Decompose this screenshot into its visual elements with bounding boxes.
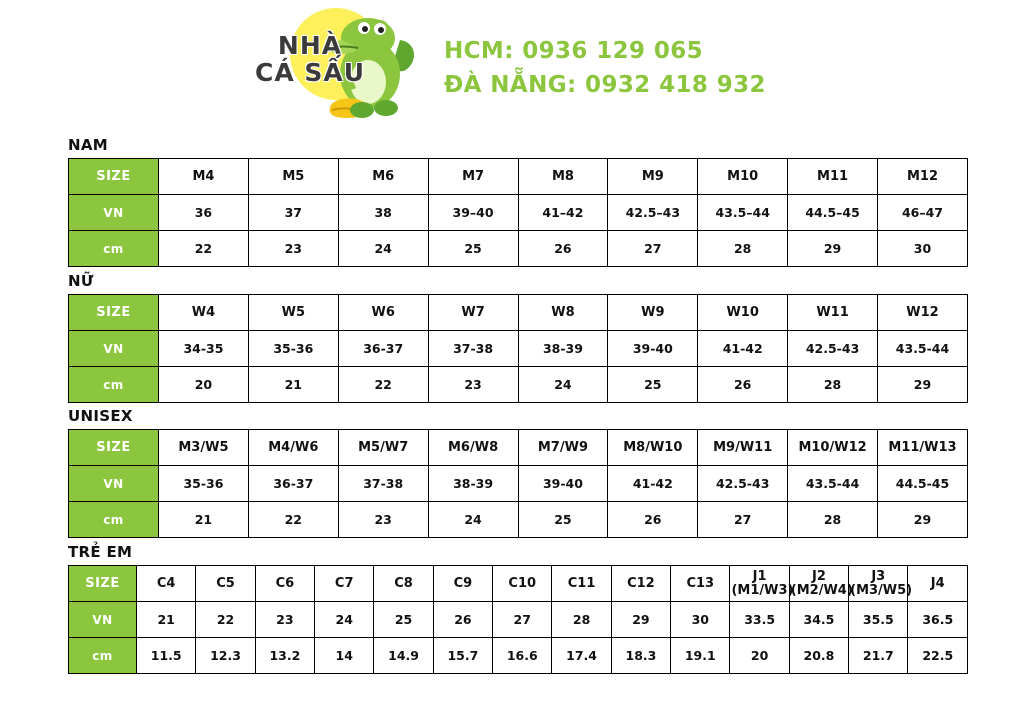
cell: 28 [552, 602, 611, 638]
cell: 36.5 [908, 602, 968, 638]
cell: 42.5-43 [698, 466, 788, 502]
cell: 16.6 [493, 638, 552, 674]
cell: M5 [248, 159, 338, 195]
cell: 20 [730, 638, 789, 674]
cell: 41-42 [608, 466, 698, 502]
cell: J4 [908, 566, 968, 602]
cell: M4 [159, 159, 249, 195]
cell: W12 [878, 295, 968, 331]
brand-logo [250, 6, 420, 122]
cell: 38-39 [518, 331, 608, 367]
cell: M12 [878, 159, 968, 195]
size-table-nu [68, 294, 968, 403]
cell: 37-38 [338, 466, 428, 502]
cell: 12.3 [196, 638, 255, 674]
cell: C10 [493, 566, 552, 602]
cell: C6 [255, 566, 314, 602]
contact-danang: ĐÀ NẴNG: 0932 418 932 [444, 72, 766, 98]
cell: M10 [698, 159, 788, 195]
cell: 42.5–43 [608, 195, 698, 231]
cell: M11/W13 [878, 430, 968, 466]
cell: 38 [338, 195, 428, 231]
cell: C13 [671, 566, 730, 602]
cell: 29 [788, 231, 878, 267]
cell: 21 [248, 367, 338, 403]
cell: W5 [248, 295, 338, 331]
cell: 24 [428, 502, 518, 538]
cell: C4 [137, 566, 196, 602]
table-row [69, 602, 968, 638]
cell: 22 [248, 502, 338, 538]
cell: W7 [428, 295, 518, 331]
cell: M7/W9 [518, 430, 608, 466]
cell: 29 [878, 502, 968, 538]
cell: M3/W5 [159, 430, 249, 466]
logo-wordmark [250, 32, 370, 86]
row-label-cm: cm [69, 231, 159, 267]
row-label-cm: cm [69, 502, 159, 538]
row-label-size: SIZE [69, 295, 159, 331]
size-table-kids [68, 565, 968, 674]
row-label-cm: cm [69, 638, 137, 674]
contact-info [444, 34, 766, 102]
cell: 25 [428, 231, 518, 267]
cell: 39-40 [608, 331, 698, 367]
cell: W8 [518, 295, 608, 331]
table-row [69, 159, 968, 195]
cell: 29 [611, 602, 670, 638]
cell: 22.5 [908, 638, 968, 674]
cell: 38-39 [428, 466, 518, 502]
cell: 23 [338, 502, 428, 538]
cell: M11 [788, 159, 878, 195]
cell: 22 [196, 602, 255, 638]
cell: 21 [159, 502, 249, 538]
cell: 36 [159, 195, 249, 231]
table-row [69, 638, 968, 674]
row-label-vn: VN [69, 602, 137, 638]
cell: 25 [608, 367, 698, 403]
cell: 23 [255, 602, 314, 638]
cell: 35-36 [248, 331, 338, 367]
section-title-nam: NAM [68, 136, 108, 154]
logo-line-1: NHÀ [277, 31, 343, 60]
section-unisex [68, 407, 968, 538]
cell: 26 [433, 602, 492, 638]
cell: M6 [338, 159, 428, 195]
cell: J1 (M1/W3) [730, 566, 789, 602]
cell: 37-38 [428, 331, 518, 367]
cell: 20 [159, 367, 249, 403]
cell: 30 [671, 602, 730, 638]
cell: 44.5–45 [788, 195, 878, 231]
cell: C9 [433, 566, 492, 602]
row-label-size: SIZE [69, 159, 159, 195]
cell: C12 [611, 566, 670, 602]
contact-hcm: HCM: 0936 129 065 [444, 38, 704, 64]
cell: W10 [698, 295, 788, 331]
cell: M8/W10 [608, 430, 698, 466]
section-nu [68, 272, 968, 403]
section-title-unisex: UNISEX [68, 407, 133, 425]
cell: 35.5 [849, 602, 908, 638]
cell: 43.5-44 [878, 331, 968, 367]
cell: 43.5-44 [788, 466, 878, 502]
cell: 20.8 [789, 638, 848, 674]
cell: 27 [698, 502, 788, 538]
cell: 27 [608, 231, 698, 267]
table-row [69, 430, 968, 466]
cell: 39-40 [518, 466, 608, 502]
row-label-cm: cm [69, 367, 159, 403]
cell: M8 [518, 159, 608, 195]
cell: J2 (M2/W4) [789, 566, 848, 602]
section-title-nu: NỮ [68, 272, 94, 290]
cell: 26 [608, 502, 698, 538]
cell: M9 [608, 159, 698, 195]
row-label-size: SIZE [69, 430, 159, 466]
cell: 42.5-43 [788, 331, 878, 367]
cell: 34-35 [159, 331, 249, 367]
cell: 41-42 [698, 331, 788, 367]
cell: M5/W7 [338, 430, 428, 466]
cell: 34.5 [789, 602, 848, 638]
cell: W9 [608, 295, 698, 331]
cell: C8 [374, 566, 433, 602]
cell: 36-37 [248, 466, 338, 502]
cell: 43.5–44 [698, 195, 788, 231]
cell: 22 [338, 367, 428, 403]
cell: C7 [315, 566, 374, 602]
table-row [69, 231, 968, 267]
cell: 15.7 [433, 638, 492, 674]
cell: 18.3 [611, 638, 670, 674]
logo-line-2: CÁ SẤU [254, 58, 366, 87]
cell: 22 [159, 231, 249, 267]
size-table-nam [68, 158, 968, 267]
cell: W6 [338, 295, 428, 331]
table-row [69, 295, 968, 331]
cell: 24 [315, 602, 374, 638]
cell: 33.5 [730, 602, 789, 638]
cell: M4/W6 [248, 430, 338, 466]
cell: 23 [248, 231, 338, 267]
table-row [69, 502, 968, 538]
section-title-kids: TRẺ EM [68, 543, 133, 561]
cell: 44.5-45 [878, 466, 968, 502]
cell: 14.9 [374, 638, 433, 674]
row-label-vn: VN [69, 466, 159, 502]
size-table-unisex [68, 429, 968, 538]
table-row [69, 331, 968, 367]
cell: 24 [338, 231, 428, 267]
cell: 36-37 [338, 331, 428, 367]
cell: 35-36 [159, 466, 249, 502]
row-label-vn: VN [69, 195, 159, 231]
cell: W4 [159, 295, 249, 331]
cell: 21.7 [849, 638, 908, 674]
section-kids [68, 543, 968, 674]
cell: 21 [137, 602, 196, 638]
cell: M6/W8 [428, 430, 518, 466]
row-label-size: SIZE [69, 566, 137, 602]
section-nam [68, 136, 968, 267]
cell: 26 [518, 231, 608, 267]
cell: W11 [788, 295, 878, 331]
table-row [69, 566, 968, 602]
cell: 13.2 [255, 638, 314, 674]
cell: 17.4 [552, 638, 611, 674]
page-header [0, 0, 1024, 128]
table-row [69, 367, 968, 403]
cell: 25 [374, 602, 433, 638]
cell: 25 [518, 502, 608, 538]
cell: 30 [878, 231, 968, 267]
cell: 11.5 [137, 638, 196, 674]
cell: 41–42 [518, 195, 608, 231]
table-row [69, 466, 968, 502]
cell: M9/W11 [698, 430, 788, 466]
cell: 28 [788, 502, 878, 538]
cell: 14 [315, 638, 374, 674]
cell: C11 [552, 566, 611, 602]
cell: C5 [196, 566, 255, 602]
cell: 23 [428, 367, 518, 403]
cell: 24 [518, 367, 608, 403]
cell: J3 (M3/W5) [849, 566, 908, 602]
cell: 46–47 [878, 195, 968, 231]
cell: M10/W12 [788, 430, 878, 466]
cell: 28 [698, 231, 788, 267]
cell: 29 [878, 367, 968, 403]
cell: 19.1 [671, 638, 730, 674]
cell: M7 [428, 159, 518, 195]
cell: 26 [698, 367, 788, 403]
cell: 28 [788, 367, 878, 403]
cell: 39–40 [428, 195, 518, 231]
row-label-vn: VN [69, 331, 159, 367]
cell: 27 [493, 602, 552, 638]
table-row [69, 195, 968, 231]
cell: 37 [248, 195, 338, 231]
